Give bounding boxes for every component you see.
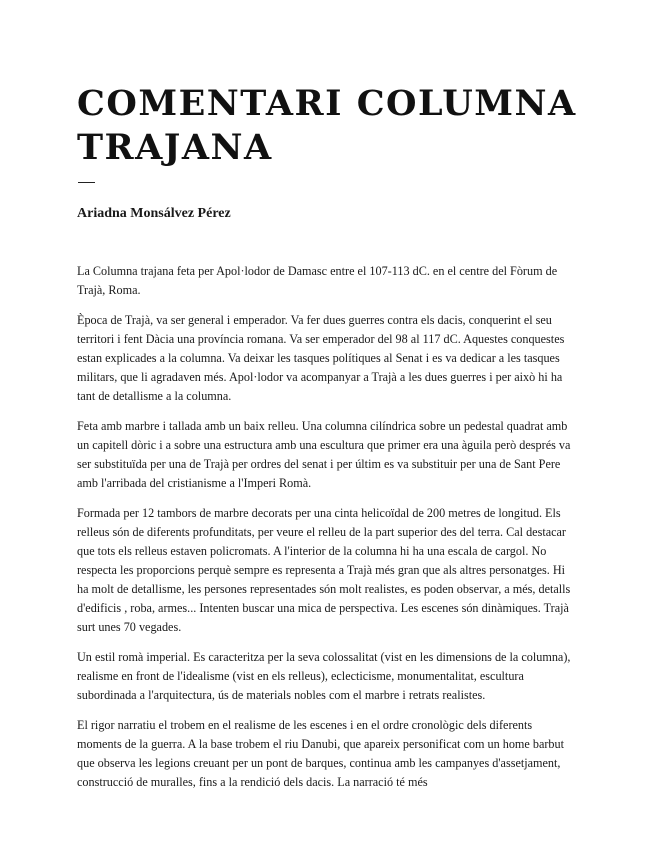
paragraph: Feta amb marbre i tallada amb un baix relleu. Una columna cilíndrica sobre un pedestal quadrat amb un capitell dòric i a sobre una estructura amb una escultura que primer era una àguila però després va ser substituïda per una de Trajà per ordres del senat i per últim es va substituir per una de Sant Pere amb l'arribada del cristianisme a l'Imperi Romà.: [77, 419, 571, 490]
document-body: [77, 262, 579, 803]
paragraph: El rigor narratiu el trobem en el realisme de les escenes i en el ordre cronològic dels diferents moments de la guerra. A la base trobem el riu Danubi, que apareix personificat com un home barbut que observa les legions creuant per un pont de barques, continua amb les campanyes d'assetjament, construcció de muralles, fins a la rendició dels dacis. La narració té més: [77, 718, 565, 789]
title-divider: [78, 182, 95, 183]
document-title: COMENTARI COLUMNA TRAJANA: [77, 83, 577, 168]
paragraph: Un estil romà imperial. Es caracteritza per la seva colossalitat (vist en les dimensions de la columna), realisme en front de l'idealisme (vist en els relleus), eclecticisme, monumentalitat, escultura subordinada a l'arquitectura, ús de materials nobles com el marbre i retrats realistes.: [77, 650, 571, 702]
document-author: Ariadna Monsálvez Pérez: [77, 206, 231, 221]
paragraph: Formada per 12 tambors de marbre decorats per una cinta helicoïdal de 200 metres de longitud. Els relleus són de diferents profunditats, per veure el relleu de la part superior des del terra. Cal destacar que tots els relleus estaven policromats. A l'interior de la columna hi ha una escala de cargol. No respecta les proporcions perquè sempre es representa a Trajà més gran que als altres personatges. Hi ha molt de detallisme, les persones representades són molt realistes, es poden observar, a més, detalls d'edificis , roba, armes... Intenten buscar una mica de perspectiva. Les escenes són dinàmiques. Trajà surt unes 70 vegades.: [77, 506, 571, 634]
paragraph: La Columna trajana feta per Apol·lodor de Damasc entre el 107-113 dC. en el centre del Fòrum de Trajà, Roma.: [77, 264, 558, 297]
paragraph: Època de Trajà, va ser general i emperador. Va fer dues guerres contra els dacis, conquerint el seu territori i fent Dàcia una província romana. Va ser emperador del 98 al 117 dC. Aquestes conquestes estan explicades a la columna. Va deixar les tasques polítiques al Senat i es va dedicar a les tasques militars, que li agradaven més. Apol·lodor va acompanyar a Trajà a les dues guerres i per això hi ha tant de detallisme a la columna.: [77, 313, 565, 403]
